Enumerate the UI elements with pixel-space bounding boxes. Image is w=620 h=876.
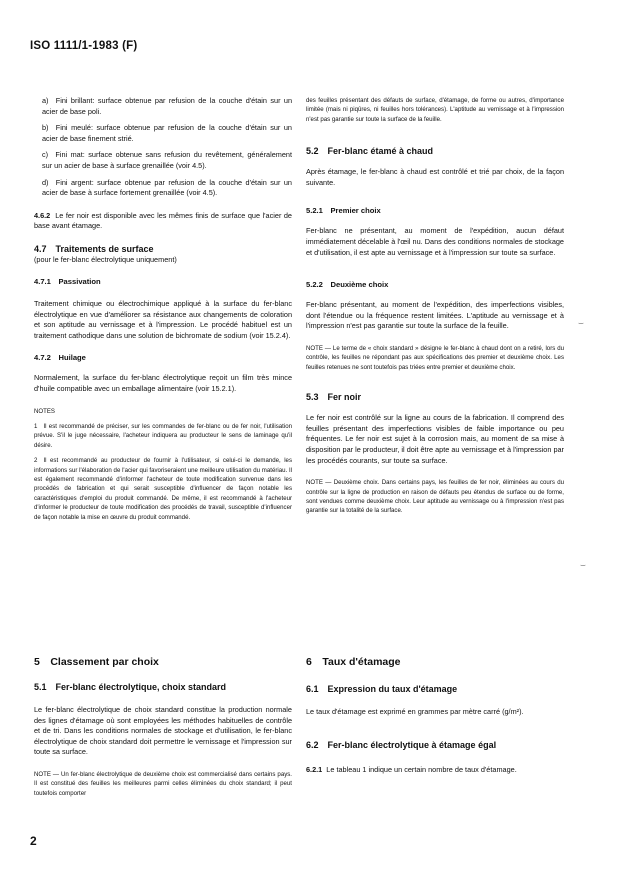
right-column-top bbox=[306, 96, 564, 516]
heading-4-7-1: 4.7.1 Passivation bbox=[34, 276, 101, 286]
section-4-6-2 bbox=[34, 211, 292, 232]
section-number: 6.2.1 bbox=[306, 764, 323, 774]
list-item-c: c) Fini mat: surface obtenue sans refusion du revêtement, généralement sur un acier de base à surface grenaillée (voir 4.5). bbox=[42, 150, 292, 170]
section-6-1-text: Le taux d'étamage est exprimé en grammes par mètre carré (g/m²). bbox=[306, 707, 524, 716]
list-item-d: d) Fini argent: surface obtenue par refusion de la couche d'étain sur un acier de base à surface fortement grenaillée (voir 4.5). bbox=[42, 177, 292, 198]
page-number: 2 bbox=[30, 834, 37, 848]
section-5-2-2-text: Fer-blanc présentant, au moment de l'expédition, des imperfections visibles, dont l'étendue ou la fréquence restent limitées. L'aptitude au vernissage et à l'impression n'est pas garantie sur toute la surface de la feuille. bbox=[306, 300, 564, 331]
continued-note: des feuilles présentant des défauts de surface, d'étamage, de forme ou autres, d'importance limitée (mais ni piqûres, ni feuilles hors tolérances). L'aptitude au vernissage et à l'impression n'est pas garantie sur toute la surface de la feuille. bbox=[306, 97, 564, 123]
section-6-2-1 bbox=[306, 765, 564, 776]
heading-5-2: 5.2 Fer-blanc étamé à chaud bbox=[306, 146, 434, 157]
list-item-a: a) Fini brillant: surface obtenue par refusion de la couche d'étain sur un acier de base poli. bbox=[42, 96, 292, 116]
heading-6: 6 Taux d'étamage bbox=[306, 656, 401, 668]
left-column-bottom bbox=[34, 656, 292, 798]
section-5-1-text: Le fer-blanc électrolytique de choix standard constitue la production normale des lignes d'étamage où sont employées les méthodes habituelles de contrôle et de tri. Dans les conditions normales de stockage et d'utilisation, le fer-blanc électrolytique de choix standard doit permettre le vernissage et l'impression sur toute sa surface. bbox=[34, 705, 292, 757]
section-text: Le fer noir est disponible avec les mêmes finis de surface que l'acier de base avant étamage. bbox=[34, 210, 292, 231]
right-column-bottom bbox=[306, 656, 564, 775]
section-5-3-text: Le fer noir est contrôlé sur la ligne au cours de la fabrication. Il comprend des feuilles présentant des imperfections visibles de faible importance ou peu fréquentes. Le fer noir est sujet à la corrosion mais, au moment de sa mise à disposition par le producteur, il doit être apte au vernissage et à l'impression par les procédés courants, sur toute sa surface. bbox=[306, 413, 564, 465]
margin-mark: ⌣ bbox=[580, 560, 586, 570]
list-item-b: b) Fini meulé: surface obtenue par refusion de la couche d'étain sur un acier de base finement strié. bbox=[42, 123, 292, 143]
note-1: 1 Il est recommandé de préciser, sur les commandes de fer-blanc ou de fer noir, l'utilisation prévue. S'il le juge nécessaire, l'acheteur indiquera au producteur le sens de laminage qu'il désire. bbox=[34, 422, 292, 449]
heading-5-1: 5.1 Fer-blanc électrolytique, choix standard bbox=[34, 682, 227, 692]
section-5-2-2-note: NOTE — Le terme de « choix standard » désigne le fer-blanc à chaud dont on a retiré, lors du contrôle, les feuilles ne répondant pas aux spécifications des premier et deuxième choix. Les feuilles retenues ne sont toutefois pas triées entre premier et deuxième choix. bbox=[306, 344, 564, 371]
heading-6-1: 6.1 Expression du taux d'étamage bbox=[306, 684, 458, 694]
heading-4-7-2: 4.7.2 Huilage bbox=[34, 353, 86, 363]
section-5-2-1-text: Fer-blanc ne présentant, au moment de l'expédition, aucun défaut immédiatement décelable à l'œil nu. Dans des conditions normales de stockage et d'utilisation, il est apte au vernissage et à l'impression sur toute sa surface. bbox=[306, 226, 564, 257]
heading-5-2-1: 5.2.1 Premier choix bbox=[306, 206, 381, 216]
notes-title: NOTES bbox=[34, 407, 55, 415]
heading-5-3: 5.3 Fer noir bbox=[306, 392, 362, 403]
heading-5: 5 Classement par choix bbox=[34, 656, 159, 668]
heading-4-7-subtitle: (pour le fer-blanc électrolytique uniquement) bbox=[34, 254, 177, 264]
section-5-3-note: NOTE — Deuxième choix. Dans certains pays, les feuilles de fer noir, éliminées au cours du contrôle sur la ligne de production en raison de défauts peu étendus de surface ou de forme, sont vendues comme deuxième choix. Leur aptitude au vernissage ou à l'impression n'est pas garantie sur la totalité de la surface. bbox=[306, 479, 564, 515]
heading-5-2-2: 5.2.2 Deuxième choix bbox=[306, 280, 389, 290]
heading-4-7: 4.7 Traitements de surface bbox=[34, 243, 154, 254]
margin-mark: ⌣ bbox=[578, 318, 584, 328]
section-5-1-note: NOTE — Un fer-blanc électrolytique de deuxième choix est commercialisé dans certains pays. Il est constitué des feuilles les meilleures parmi celles éliminées du choix standard; il peut toutefois comporter bbox=[34, 770, 292, 797]
section-number: 4.6.2 bbox=[34, 210, 51, 220]
note-2: 2 Il est recommandé au producteur de fournir à l'utilisateur, si celui-ci le demande, les informations sur l'élaboration de l'acier qui favoriseraient une meilleure utilisation du matériau. Il est également recommandé d'informer l'acheteur de toute modification survenue dans les procédés de fabrication et qui serait susceptible d'influencer de façon notable les caractéristiques d'emploi du produit commandé. De même, il est recommandé à l'acheteur d'informer le producteur de toute modification des procédés de travail, susceptible d'influencer de façon notable la mise en œuvre du produit commandé. bbox=[34, 457, 292, 521]
heading-6-2: 6.2 Fer-blanc électrolytique à étamage égal bbox=[306, 739, 497, 750]
section-5-2-text: Après étamage, le fer-blanc à chaud est contrôlé et trié par choix, de la façon suivante. bbox=[306, 167, 564, 187]
section-4-7-1-text: Traitement chimique ou électrochimique appliqué à la surface du fer-blanc électrolytique en vue d'améliorer sa résistance aux changements de coloration et son aptitude au vernissage et à l'impression. Le procédé habituel est un traitement cathodique dans une solution de bichromate de sodium (voir 15.2.4). bbox=[34, 298, 292, 340]
page-header: ISO 1111/1-1983 (F) bbox=[30, 40, 138, 52]
section-text: Le tableau 1 indique un certain nombre de taux d'étamage. bbox=[326, 764, 517, 774]
left-column-top bbox=[34, 96, 292, 522]
section-4-7-2-text: Normalement, la surface du fer-blanc électrolytique reçoit un film très mince d'huile compatible avec un emballage alimentaire (voir 15.2.1). bbox=[34, 373, 292, 393]
